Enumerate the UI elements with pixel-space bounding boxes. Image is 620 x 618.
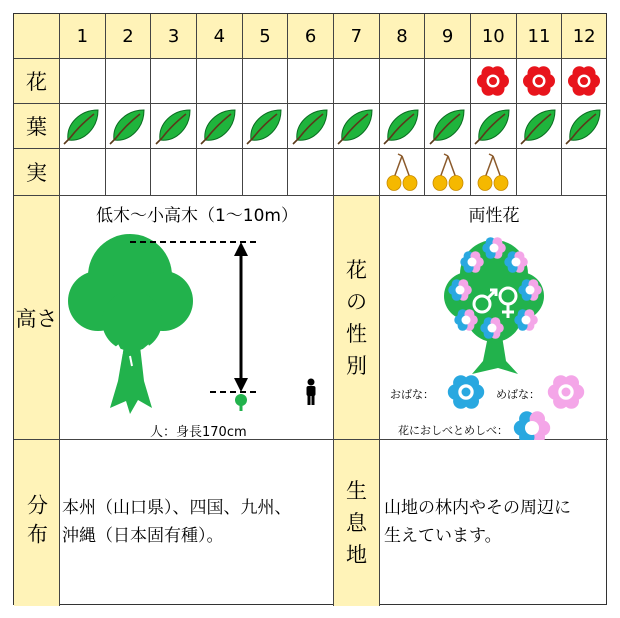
fruit-cell-10 [471, 149, 517, 196]
month-header-2: 2 [106, 14, 152, 59]
height-illustration [60, 196, 334, 440]
height-title: 低木～小高木（1～10m） [95, 206, 298, 226]
row-label-leaf: 葉 [14, 104, 60, 149]
leaf-cell-7 [334, 104, 380, 149]
month-header-8: 8 [380, 14, 426, 59]
flower-cell-4 [197, 59, 243, 104]
leaf-icon [336, 106, 376, 146]
leaf-cell-9 [425, 104, 471, 149]
flower-cell-12 [562, 59, 606, 104]
fruit-cell-7 [334, 149, 380, 196]
leaf-icon [382, 106, 422, 146]
sex-panel [380, 196, 608, 440]
sex-label-char: 花 [346, 257, 367, 282]
fruit-icon [384, 152, 420, 192]
habitat-label-char: 地 [346, 543, 367, 567]
fruit-cell-6 [288, 149, 334, 196]
month-header-9: 9 [425, 14, 471, 59]
habitat-line-2: 生えています。 [384, 526, 502, 546]
sapling-icon [235, 394, 247, 411]
sex-label-char: 別 [346, 353, 367, 378]
leaf-cell-12 [562, 104, 606, 149]
fruit-icon [430, 152, 466, 192]
flower-cell-7 [334, 59, 380, 104]
fruit-cell-1 [60, 149, 106, 196]
leaf-cell-11 [517, 104, 563, 149]
height-caption: 人：身長170cm [150, 425, 247, 440]
sex-title: 両性花 [468, 206, 520, 226]
sex-label-char: 性 [346, 321, 367, 346]
month-header-7: 7 [334, 14, 380, 59]
fruit-icon [475, 152, 511, 192]
distribution-line-1: 本州（山口県）、四国、九州、 [62, 498, 292, 518]
leaf-icon [291, 106, 331, 146]
leaf-icon [199, 106, 239, 146]
tree-icon [444, 240, 544, 374]
distribution-label-text: 分布 [24, 494, 49, 552]
both-label: 花におしべとめしべ： [398, 424, 508, 437]
row-label-height: 高さ [14, 196, 60, 440]
flower-cell-11 [517, 59, 563, 104]
flower-icon [567, 64, 601, 98]
plant-info-table [13, 13, 607, 605]
leaf-cell-8 [380, 104, 426, 149]
fruit-cell-9 [425, 149, 471, 196]
sex-illustration [380, 196, 608, 440]
row-label-fruit: 実 [14, 149, 60, 196]
flower-icon [476, 64, 510, 98]
flower-cell-9 [425, 59, 471, 104]
leaf-icon [154, 106, 194, 146]
female-label: めばな： [496, 388, 540, 401]
flower-cell-5 [243, 59, 289, 104]
leaf-cell-10 [471, 104, 517, 149]
tree-icon [68, 234, 193, 414]
habitat-label [334, 440, 380, 606]
leaf-icon [519, 106, 559, 146]
leaf-cell-6 [288, 104, 334, 149]
flower-cell-2 [106, 59, 152, 104]
month-header-12: 12 [562, 14, 606, 59]
fruit-cell-4 [197, 149, 243, 196]
height-panel [60, 196, 334, 440]
distribution-line-2: 沖縄（日本固有種）。 [62, 526, 224, 546]
month-header-10: 10 [471, 14, 517, 59]
row-label-flower: 花 [14, 59, 60, 104]
male-label: おばな： [390, 388, 434, 401]
leaf-icon [245, 106, 285, 146]
month-header-1: 1 [60, 14, 106, 59]
flower-cell-8 [380, 59, 426, 104]
fruit-cell-2 [106, 149, 152, 196]
leaf-icon [473, 106, 513, 146]
bisexual-flower-icon [514, 411, 550, 440]
month-header-11: 11 [517, 14, 563, 59]
male-flower-icon [448, 375, 484, 409]
leaf-icon [428, 106, 468, 146]
leaf-icon [62, 106, 102, 146]
fruit-cell-5 [243, 149, 289, 196]
person-icon [307, 379, 316, 406]
sex-label [334, 196, 380, 440]
fruit-cell-8 [380, 149, 426, 196]
leaf-cell-2 [106, 104, 152, 149]
leaf-cell-5 [243, 104, 289, 149]
flower-cell-6 [288, 59, 334, 104]
habitat-label-char: 生 [346, 479, 367, 503]
habitat-label-char: 息 [346, 511, 367, 535]
distribution-panel [60, 440, 334, 606]
flower-icon [522, 64, 556, 98]
leaf-cell-4 [197, 104, 243, 149]
habitat-panel [380, 440, 608, 606]
female-flower-icon [548, 375, 584, 409]
flower-cell-10 [471, 59, 517, 104]
fruit-cell-3 [151, 149, 197, 196]
corner-cell [14, 14, 60, 59]
fruit-cell-12 [562, 149, 606, 196]
month-header-3: 3 [151, 14, 197, 59]
flower-cell-1 [60, 59, 106, 104]
leaf-cell-1 [60, 104, 106, 149]
sex-label-char: の [346, 289, 367, 314]
row-label-distribution [14, 440, 60, 606]
flower-cell-3 [151, 59, 197, 104]
leaf-cell-3 [151, 104, 197, 149]
habitat-line-1: 山地の林内やその周辺に [384, 498, 571, 518]
month-header-5: 5 [243, 14, 289, 59]
month-header-6: 6 [288, 14, 334, 59]
month-header-4: 4 [197, 14, 243, 59]
leaf-icon [108, 106, 148, 146]
leaf-icon [564, 106, 604, 146]
fruit-cell-11 [517, 149, 563, 196]
